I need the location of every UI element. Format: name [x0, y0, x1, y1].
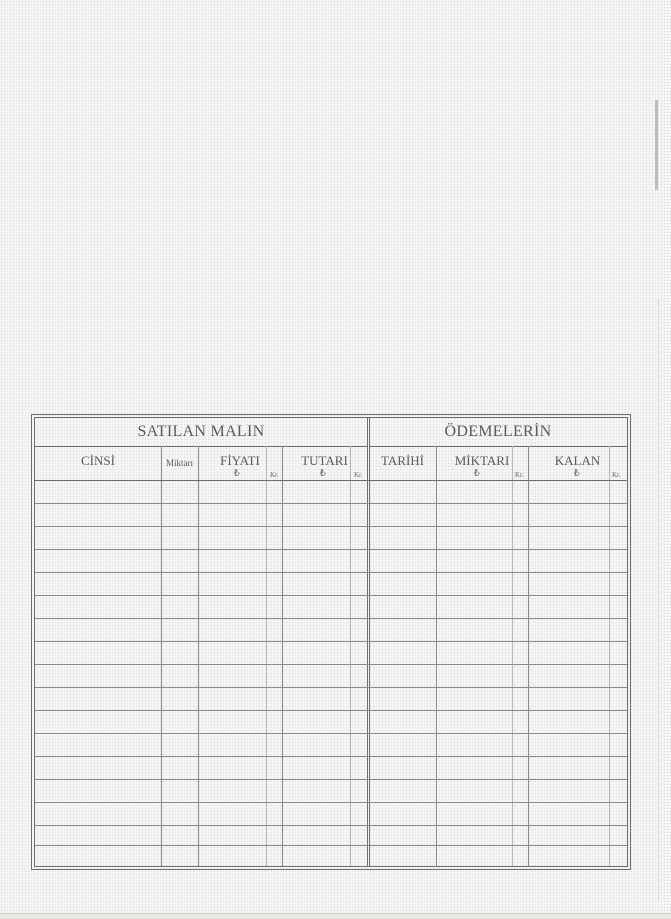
tarihi-header: TARİHİ	[380, 453, 424, 468]
binding-mark	[655, 100, 658, 190]
table-row	[35, 825, 627, 826]
section-divider	[367, 418, 370, 866]
table-row	[35, 641, 627, 642]
lira-symbol: ₺	[320, 468, 326, 478]
kalan-header: KALAN	[554, 453, 601, 468]
kurus-divider	[266, 446, 267, 866]
table-row	[35, 526, 627, 527]
tutari-header: TUTARI	[301, 453, 348, 468]
lira-symbol: ₺	[574, 468, 580, 478]
column-divider	[161, 446, 162, 866]
table-row	[35, 733, 627, 734]
table-row	[35, 845, 627, 846]
table-row	[35, 595, 627, 596]
header-bottom-rule	[35, 480, 627, 481]
column-divider	[282, 446, 283, 866]
table-row	[35, 687, 627, 688]
miktari-header: MİKTARI	[454, 453, 510, 468]
table-row	[35, 710, 627, 711]
table-row	[35, 549, 627, 550]
column-divider	[198, 446, 199, 866]
lira-symbol: ₺	[474, 468, 480, 478]
miktari-small-header: Miktarı	[166, 458, 193, 468]
table-row	[35, 572, 627, 573]
table-row	[35, 618, 627, 619]
kurus-divider	[609, 446, 610, 866]
column-divider	[436, 446, 437, 866]
sold-goods-header: SATILAN MALIN	[35, 418, 368, 447]
kurus-label: Kr.	[354, 471, 363, 479]
fiyati-header: FİYATI	[220, 453, 260, 468]
table-row	[35, 779, 627, 780]
sales-ledger-table	[34, 417, 628, 867]
table-row	[35, 503, 627, 504]
kurus-divider	[512, 446, 513, 866]
binding-perforation	[658, 300, 660, 900]
payments-header: ÖDEMELERİN	[369, 418, 627, 447]
cinsi-header: CİNSİ	[81, 453, 115, 468]
page-bottom-edge	[0, 913, 671, 919]
lira-symbol: ₺	[234, 468, 240, 478]
column-divider	[528, 446, 529, 866]
kurus-label: Kr.	[270, 471, 279, 479]
table-row	[35, 802, 627, 803]
kurus-label: Kr.	[612, 471, 621, 479]
table-row	[35, 664, 627, 665]
kurus-divider	[350, 446, 351, 866]
table-row	[35, 756, 627, 757]
kurus-label: Kr.	[515, 471, 524, 479]
